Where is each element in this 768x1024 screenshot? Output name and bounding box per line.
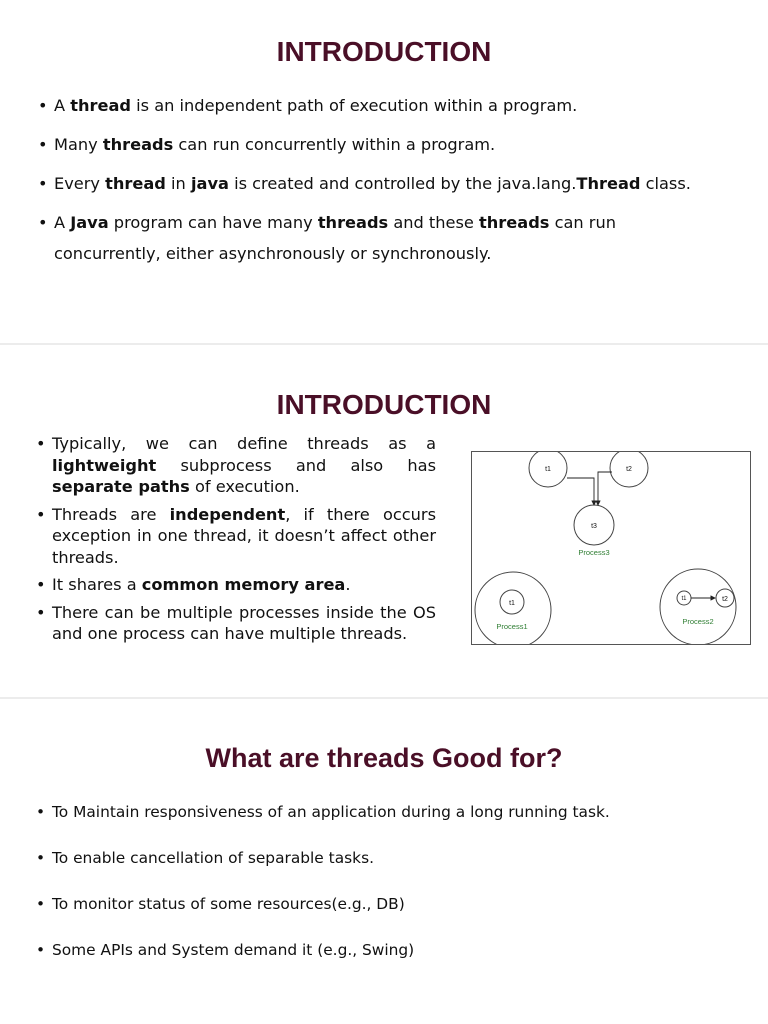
bullet-text: and these xyxy=(388,213,480,232)
bullet-text: A xyxy=(54,96,71,115)
process2-thread-t1-label: t1 xyxy=(681,596,687,602)
bullet-item xyxy=(34,433,436,498)
bullet-item xyxy=(36,129,708,160)
bullet-text: To Maintain responsiveness of an application during a long running task. xyxy=(52,803,610,821)
bullet-text: Some APIs and System demand it (e.g., Swing) xyxy=(52,941,415,959)
process1-label: Process1 xyxy=(496,622,528,631)
slide-1-bullet-list xyxy=(36,90,708,277)
process2-label: Process2 xyxy=(682,617,714,626)
bullet-bold-text: threads xyxy=(317,213,389,232)
slide-2-title: INTRODUCTION xyxy=(276,389,492,420)
process3-thread-t1-label: t1 xyxy=(545,466,551,473)
bullet-bold-text: java xyxy=(190,174,229,193)
bullet-text: Many xyxy=(54,135,103,154)
bullet-item xyxy=(34,847,734,869)
bullet-text: of execution. xyxy=(189,477,300,496)
bullet-bold-text: independent xyxy=(169,504,286,524)
slide-2-bullet-list xyxy=(34,433,436,651)
bullet-item xyxy=(34,504,436,569)
bullet-item xyxy=(36,90,708,121)
bullet-item xyxy=(36,168,708,199)
bullet-text: is an independent path of execution within a program. xyxy=(130,96,578,115)
bullet-text: There can be multiple processes inside the OS and one process can have multiple threads. xyxy=(52,602,436,643)
bullet-text: is created and controlled by the java.lang. xyxy=(228,174,577,193)
t1-to-t3-arrow xyxy=(567,478,594,505)
process-thread-diagram xyxy=(471,451,751,645)
process1-thread-t1-label: t1 xyxy=(509,600,515,607)
bullet-text: Threads are xyxy=(52,504,170,524)
bullet-item xyxy=(34,801,734,823)
bullet-text: in xyxy=(165,174,191,193)
bullet-text: A xyxy=(54,213,71,232)
bullet-text: It shares a xyxy=(52,575,142,594)
process2-thread-t2-label: t2 xyxy=(722,596,728,603)
diagram-canvas xyxy=(472,452,750,644)
bullet-item xyxy=(34,939,734,961)
slide-3-bullet-list xyxy=(34,801,734,985)
bullet-text: To enable cancellation of separable tasks. xyxy=(52,849,374,867)
bullet-bold-text: thread xyxy=(70,96,131,115)
bullet-bold-text: threads xyxy=(479,213,550,232)
slide-3-title: What are threads Good for? xyxy=(205,743,563,773)
bullet-bold-text: separate paths xyxy=(52,477,190,496)
slide-1-title: INTRODUCTION xyxy=(276,36,492,67)
bullet-item xyxy=(34,574,436,596)
bullet-bold-text: lightweight xyxy=(52,455,157,475)
bullet-item xyxy=(34,602,436,645)
bullet-text: subprocess and also has xyxy=(156,455,436,475)
bullet-text: can run concurrently within a program. xyxy=(173,135,496,154)
bullet-bold-text: Java xyxy=(70,213,109,232)
process3-thread-t2-label: t2 xyxy=(626,466,632,473)
bullet-text: Every xyxy=(54,174,106,193)
bullet-text: Typically, we can define threads as a xyxy=(52,434,436,453)
bullet-text: program can have many xyxy=(108,213,318,232)
bullet-bold-text: Thread xyxy=(576,174,641,193)
bullet-bold-text: common memory area xyxy=(141,575,346,594)
bullet-bold-text: threads xyxy=(102,135,174,154)
bullet-text: , if there occurs exception in one thread, it doesn’t affect other threads. xyxy=(52,504,437,567)
bullet-text: class. xyxy=(640,174,691,193)
slide-1 xyxy=(0,0,768,342)
bullet-item xyxy=(34,893,734,915)
bullet-item xyxy=(36,207,708,269)
process3-thread-t3-label: t3 xyxy=(591,523,597,530)
bullet-text: . xyxy=(345,575,351,594)
process3-label: Process3 xyxy=(578,548,610,557)
bullet-bold-text: thread xyxy=(105,174,166,193)
t2-to-t3-arrow xyxy=(598,472,612,505)
bullet-text: To monitor status of some resources(e.g., DB) xyxy=(52,895,405,913)
bullet-text: can run concurrently, either asynchronously or synchronously. xyxy=(54,213,616,263)
